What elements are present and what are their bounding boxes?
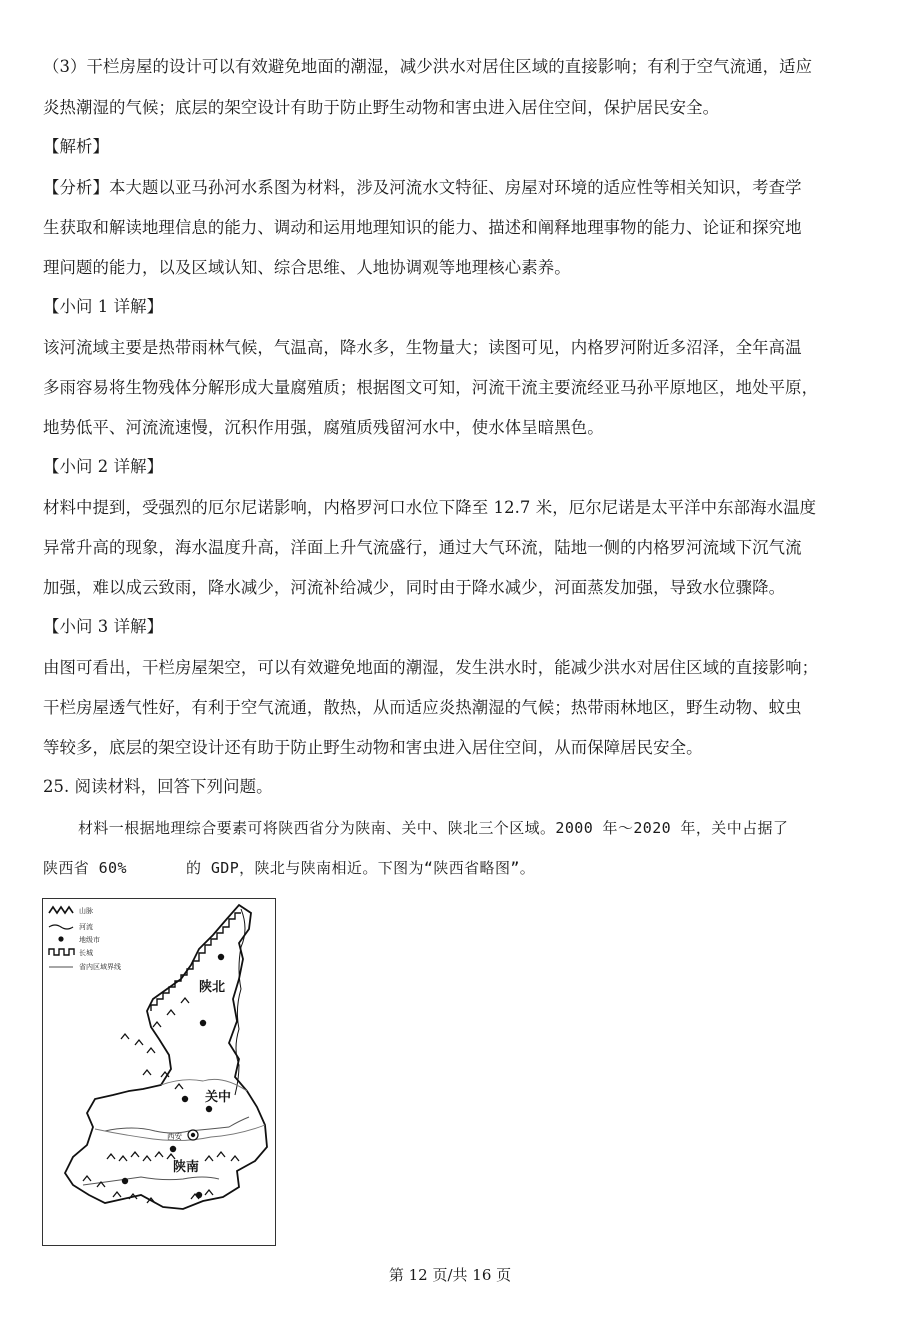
subq3-line-1: 由图可看出，干栏房屋架空，可以有效避免地面的潮湿，发生洪水时，能减少洪水对居住区域的直接影响； (43, 658, 819, 677)
region-label-south: 陕南 (173, 1160, 200, 1175)
analysis-line-1: 【分析】本大题以亚马孙河水系图为材料，涉及河流水文特征、房屋对环境的适应性等相关知识，考查学 (43, 178, 802, 197)
city-dot (206, 1106, 212, 1112)
material-line-2a: 陕西省 60% (43, 859, 127, 877)
section-jiexi: 【解析】 (43, 137, 109, 156)
legend-city-icon (58, 936, 63, 941)
subq3-line-3: 等较多，底层的架空设计还有助于防止野生动物和害虫进入居住空间，从而保障居民安全。 (43, 738, 703, 757)
analysis-line-2: 生获取和解读地理信息的能力、调动和运用地理知识的能力、描述和阐释地理事物的能力、论证和探究地 (43, 218, 802, 237)
city-dot (218, 954, 224, 960)
city-label-xian: 西安 (167, 1132, 182, 1141)
legend-label-3: 长城 (79, 949, 93, 957)
legend-river-icon (49, 925, 73, 929)
legend-label-0: 山脉 (79, 907, 93, 915)
material-line-1: 材料一根据地理综合要素可将陕西省分为陕南、关中、陕北三个区域。2000 年～2020 年，关中占据了 (78, 819, 789, 837)
legend-label-2: 地级市 (79, 936, 100, 944)
page-footer: 第 12 页/共 16 页 (388, 1266, 512, 1284)
legend-label-1: 河流 (79, 923, 93, 931)
legend-mountain-icon (49, 907, 73, 913)
question-25: 25. 阅读材料，回答下列问题。 (43, 777, 273, 796)
subq1-line-3: 地势低平、河流流速慢，沉积作用强，腐殖质残留河水中，使水体呈暗黑色。 (43, 418, 604, 437)
subq2-heading: 【小问 2 详解】 (43, 457, 164, 476)
city-dot (170, 1146, 176, 1152)
subq1-line-2: 多雨容易将生物残体分解形成大量腐殖质；根据图文可知，河流干流主要流经亚马孙平原地区，地处平原， (43, 378, 819, 397)
analysis-line-3: 理问题的能力，以及区域认知、综合思维、人地协调观等地理核心素养。 (43, 258, 571, 277)
xian-capital-icon (188, 1130, 198, 1140)
answer-3-line-1: （3）干栏房屋的设计可以有效避免地面的潮湿，减少洪水对居住区域的直接影响；有利于空气流通，适应 (43, 57, 813, 76)
legend-great-wall-icon (49, 949, 74, 955)
city-dot (182, 1096, 188, 1102)
city-dot (196, 1192, 202, 1198)
subq3-line-2: 干栏房屋透气性好，有利于空气流通，散热，从而适应炎热潮湿的气候；热带雨林地区，野生动物、蚊虫 (43, 698, 802, 717)
subq1-line-1: 该河流域主要是热带雨林气候，气温高，降水多，生物量大；读图可见，内格罗河附近多沼泽，全年高温 (43, 338, 802, 357)
city-dot (200, 1020, 206, 1026)
legend-label-4: 省内区域界线 (79, 963, 121, 971)
shaanxi-map-svg (43, 899, 275, 1245)
region-label-north: 陕北 (199, 980, 226, 995)
city-dot (122, 1178, 128, 1184)
map-legend (49, 906, 121, 971)
shaanxi-map-figure (42, 898, 276, 1246)
subq2-line-2: 异常升高的现象，海水温度升高，洋面上升气流盛行，通过大气环流，陆地一侧的内格罗河流域下沉气流 (43, 538, 802, 557)
subq1-heading: 【小问 1 详解】 (43, 297, 164, 316)
region-label-central: 关中 (205, 1090, 232, 1105)
subq2-line-3: 加强，难以成云致雨，降水减少，河流补给减少，同时由于降水减少，河面蒸发加强，导致水位骤降。 (43, 578, 786, 597)
subq2-line-1: 材料中提到，受强烈的厄尔尼诺影响，内格罗河口水位下降至 12.7 米，厄尔尼诺是太平洋中东部海水温度 (43, 498, 817, 517)
answer-3-line-2: 炎热潮湿的气候；底层的架空设计有助于防止野生动物和害虫进入居住空间，保护居民安全。 (43, 98, 720, 117)
subq3-heading: 【小问 3 详解】 (43, 617, 164, 636)
material-line-2b: 的 GDP，陕北与陕南相近。下图为“陕西省略图”。 (186, 859, 536, 877)
